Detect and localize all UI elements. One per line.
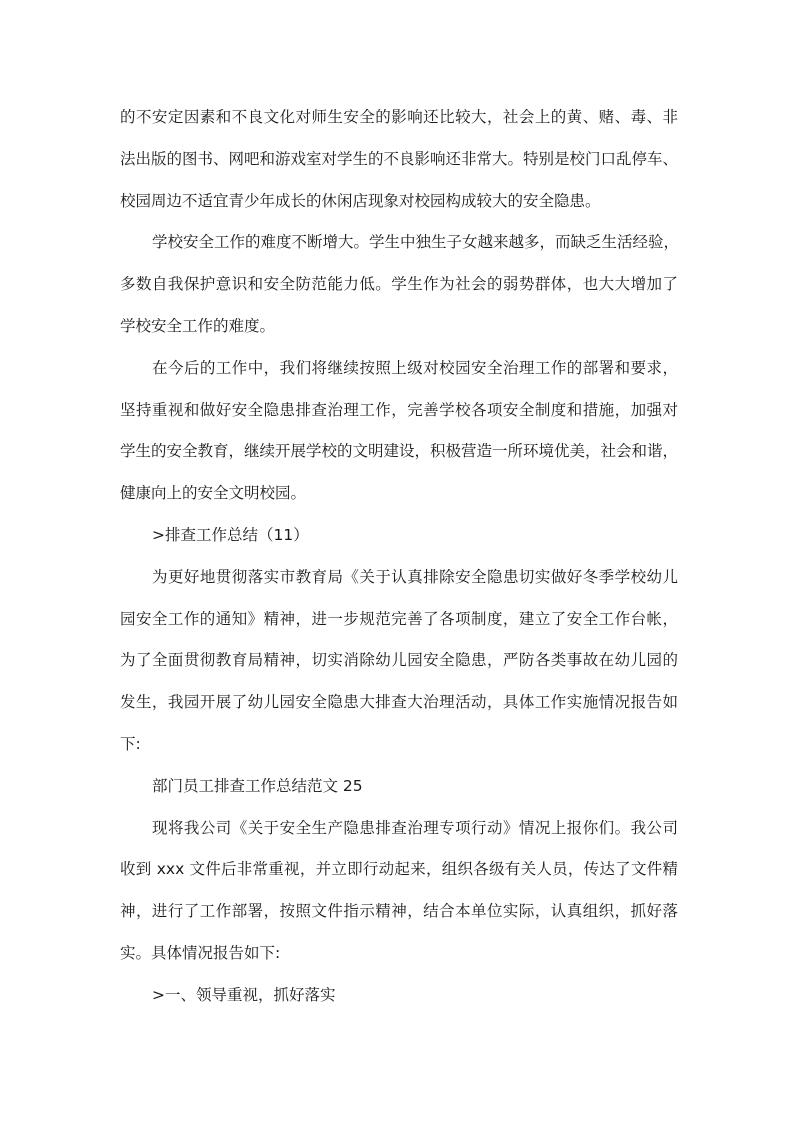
text-line: 收到 xxx 文件后非常重视，并立即行动起来，组织各级有关人员，传达了文件精: [120, 860, 678, 879]
text-line: 法出版的图书、网吧和游戏室对学生的不良影响还非常大。特别是校门口乱停车、: [120, 149, 679, 168]
section-heading: >一、领导重视，抓好落实: [152, 985, 336, 1004]
text-line: 学校安全工作的难度不断增大。学生中独生子女越来越多，而缺乏生活经验，: [152, 233, 680, 252]
text-line: 健康向上的安全文明校园。: [120, 484, 307, 503]
document-body: [120, 99, 678, 1019]
text-line: 多数自我保护意识和安全防范能力低。学生作为社会的弱势群体，也大大增加了: [120, 275, 678, 294]
text-line: 校园周边不适宜青少年成长的休闲店现象对校园构成较大的安全隐患。: [120, 191, 601, 210]
text-line: 下:: [120, 734, 141, 753]
section-heading: >排查工作总结（11）: [152, 525, 309, 544]
text-line: 为了全面贯彻教育局精神，切实消除幼儿园安全隐患，严防各类事故在幼儿园的: [120, 651, 678, 670]
text-line: 学校安全工作的难度。: [120, 316, 276, 335]
text-line: 园安全工作的通知》精神，进一步规范完善了各项制度，建立了安全工作台帐，: [120, 609, 678, 628]
section-heading: 部门员工排查工作总结范文 25: [152, 776, 363, 795]
text-line: 神，进行了工作部署，按照文件指示精神，结合本单位实际，认真组织，抓好落: [120, 902, 678, 921]
text-line: 为更好地贯彻落实市教育局《关于认真排除安全隐患切实做好冬季学校幼儿: [152, 567, 678, 586]
text-line: 在今后的工作中，我们将继续按照上级对校园安全治理工作的部署和要求，: [152, 358, 678, 377]
text-line: 实。具体情况报告如下:: [120, 943, 281, 962]
text-line: 坚持重视和做好安全隐患排查治理工作，完善学校各项安全制度和措施，加强对: [120, 400, 678, 419]
text-line: 的不安定因素和不良文化对师生安全的影响还比较大，社会上的黄、赌、毒、非: [120, 108, 678, 126]
text-line: 现将我公司《关于安全生产隐患排查治理专项行动》情况上报你们。我公司: [152, 818, 678, 837]
text-line: 发生，我园开展了幼儿园安全隐患大排查大治理活动，具体工作实施情况报告如: [120, 693, 678, 712]
text-line: 学生的安全教育，继续开展学校的文明建设，积极营造一所环境优美，社会和谐，: [120, 442, 679, 461]
